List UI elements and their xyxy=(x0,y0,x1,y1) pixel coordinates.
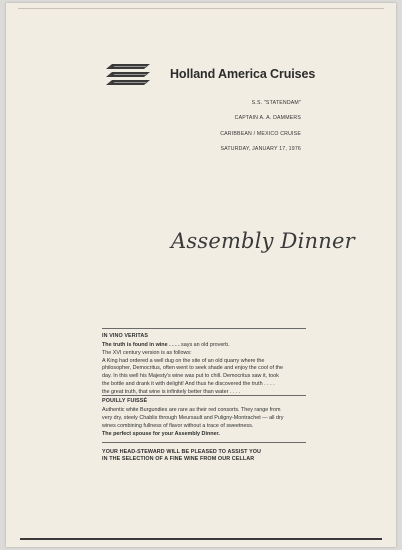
head-steward-note xyxy=(102,449,308,463)
brand-name: Holland America Cruises xyxy=(170,67,316,81)
bottom-edge-line xyxy=(20,538,382,540)
steward-line-1: YOUR HEAD-STEWARD WILL BE PLEASED TO ASSIST YOU xyxy=(102,449,262,455)
in-vino-heading: IN VINO VERITAS xyxy=(102,333,149,339)
divider-middle xyxy=(102,395,306,396)
cruise-name: CARIBBEAN / MEXICO CRUISE xyxy=(220,131,301,137)
pouilly-spouse: The perfect spouse for your Assembly Dinner. xyxy=(102,431,220,438)
top-edge-line xyxy=(18,8,384,9)
in-vino-lead xyxy=(102,342,308,350)
in-vino-veritas-section xyxy=(102,333,308,397)
menu-card xyxy=(6,3,396,547)
holland-america-logo-icon xyxy=(106,62,152,90)
in-vino-lead-rest: says an old proverb. xyxy=(179,342,230,348)
in-vino-line: the bottle and drank it with delight! And thus he discovered the truth . . . . xyxy=(102,380,275,387)
menu-title: Assembly Dinner xyxy=(171,229,355,253)
pouilly-line: Authentic white Burgundies are rare as their red consorts. They range from xyxy=(102,407,281,413)
menu-date: SATURDAY, JANUARY 17, 1976 xyxy=(220,146,301,152)
in-vino-line: the great truth, that wine is infinitely better than water . . . . xyxy=(102,388,241,395)
in-vino-lead-bold: The truth is found in wine . . . . xyxy=(102,342,180,348)
in-vino-line: A King had ordered a well dug on the site of an old quarry where the xyxy=(102,357,265,364)
pouilly-heading: POUILLY FUISSÉ xyxy=(102,398,148,404)
pouilly-line: wines combining fullness of flavor without a trace of sweetness. xyxy=(102,422,254,429)
steward-line-2: IN THE SELECTION OF A FINE WINE FROM OUR CELLAR xyxy=(102,456,255,462)
in-vino-line: day. In this well his Majesty's wine was put to chill. Democritus saw it, took xyxy=(102,373,279,380)
pouilly-line: very dry, steely Chablis through Meursault and Puligny-Montrachet — all dry xyxy=(102,414,284,421)
divider-bottom xyxy=(102,442,306,443)
in-vino-line: philosopher, Democritus, often went to seek shade and enjoy the cool of the xyxy=(102,365,283,372)
divider-top xyxy=(102,328,306,329)
captain-name: CAPTAIN A. A. DAMMERS xyxy=(234,115,301,121)
in-vino-line: The XVI century version is as follows: xyxy=(102,349,192,356)
ship-name: S.S. "STATENDAM" xyxy=(251,100,301,106)
pouilly-fuisse-section xyxy=(102,398,308,439)
